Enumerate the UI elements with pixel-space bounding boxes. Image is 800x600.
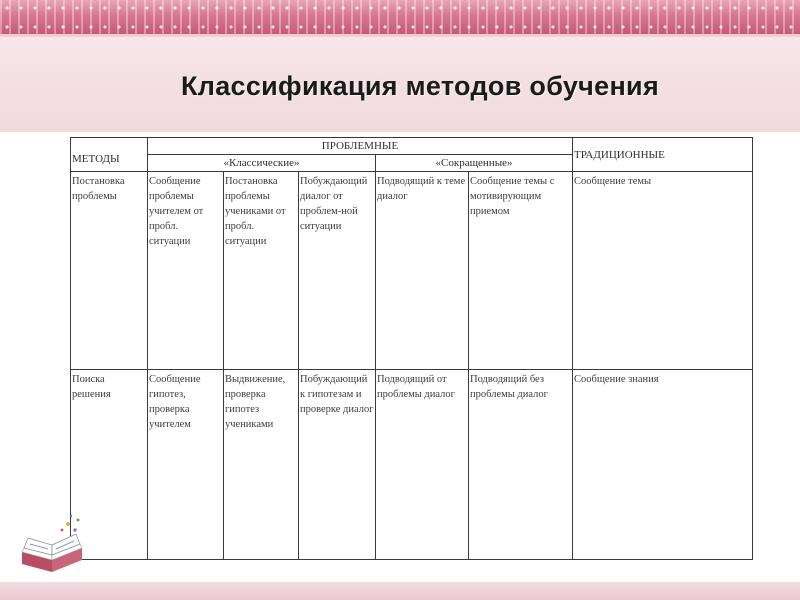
row-label: Постановка проблемы (71, 172, 148, 370)
header-classic: «Классические» (148, 155, 376, 172)
table-cell: Постановка проблемы учениками от пробл. ситуации (224, 172, 299, 370)
ribbon-stitching-top (0, 5, 800, 11)
table-cell: Побуждающий диалог от проблем-ной ситуации (299, 172, 376, 370)
header-reduced: «Сокращенные» (376, 155, 573, 172)
methods-table (70, 137, 753, 560)
table-cell: Сообщение проблемы учителем от пробл. ситуации (148, 172, 224, 370)
header-methods: МЕТОДЫ (71, 138, 148, 172)
footer-band (0, 582, 800, 600)
header-traditional: ТРАДИЦИОННЫЕ (573, 138, 753, 172)
row-label: Поиска решения (71, 370, 148, 560)
table-cell: Подводящий к теме диалог (376, 172, 469, 370)
table-cell: Подводящий от проблемы диалог (376, 370, 469, 560)
table-cell: Подводящий без проблемы диалог (469, 370, 573, 560)
header-problem: ПРОБЛЕМНЫЕ (148, 138, 573, 155)
table-cell: Сообщение гипотез, проверка учителем (148, 370, 224, 560)
table-cell: Сообщение темы (573, 172, 753, 370)
table-cell: Выдвижение, проверка гипотез учениками (224, 370, 299, 560)
table-row (71, 172, 753, 370)
ribbon-stitching-bottom (0, 24, 800, 30)
table-cell: Сообщение знания (573, 370, 753, 560)
table-cell: Сообщение темы с мотивирующим приемом (469, 172, 573, 370)
decorative-ribbon (0, 0, 800, 34)
open-book-icon (18, 508, 88, 578)
table-cell: Побуждающий к гипотезам и проверке диалог (299, 370, 376, 560)
slide-title: Классификация методов обучения (180, 71, 660, 101)
table-row (71, 370, 753, 560)
